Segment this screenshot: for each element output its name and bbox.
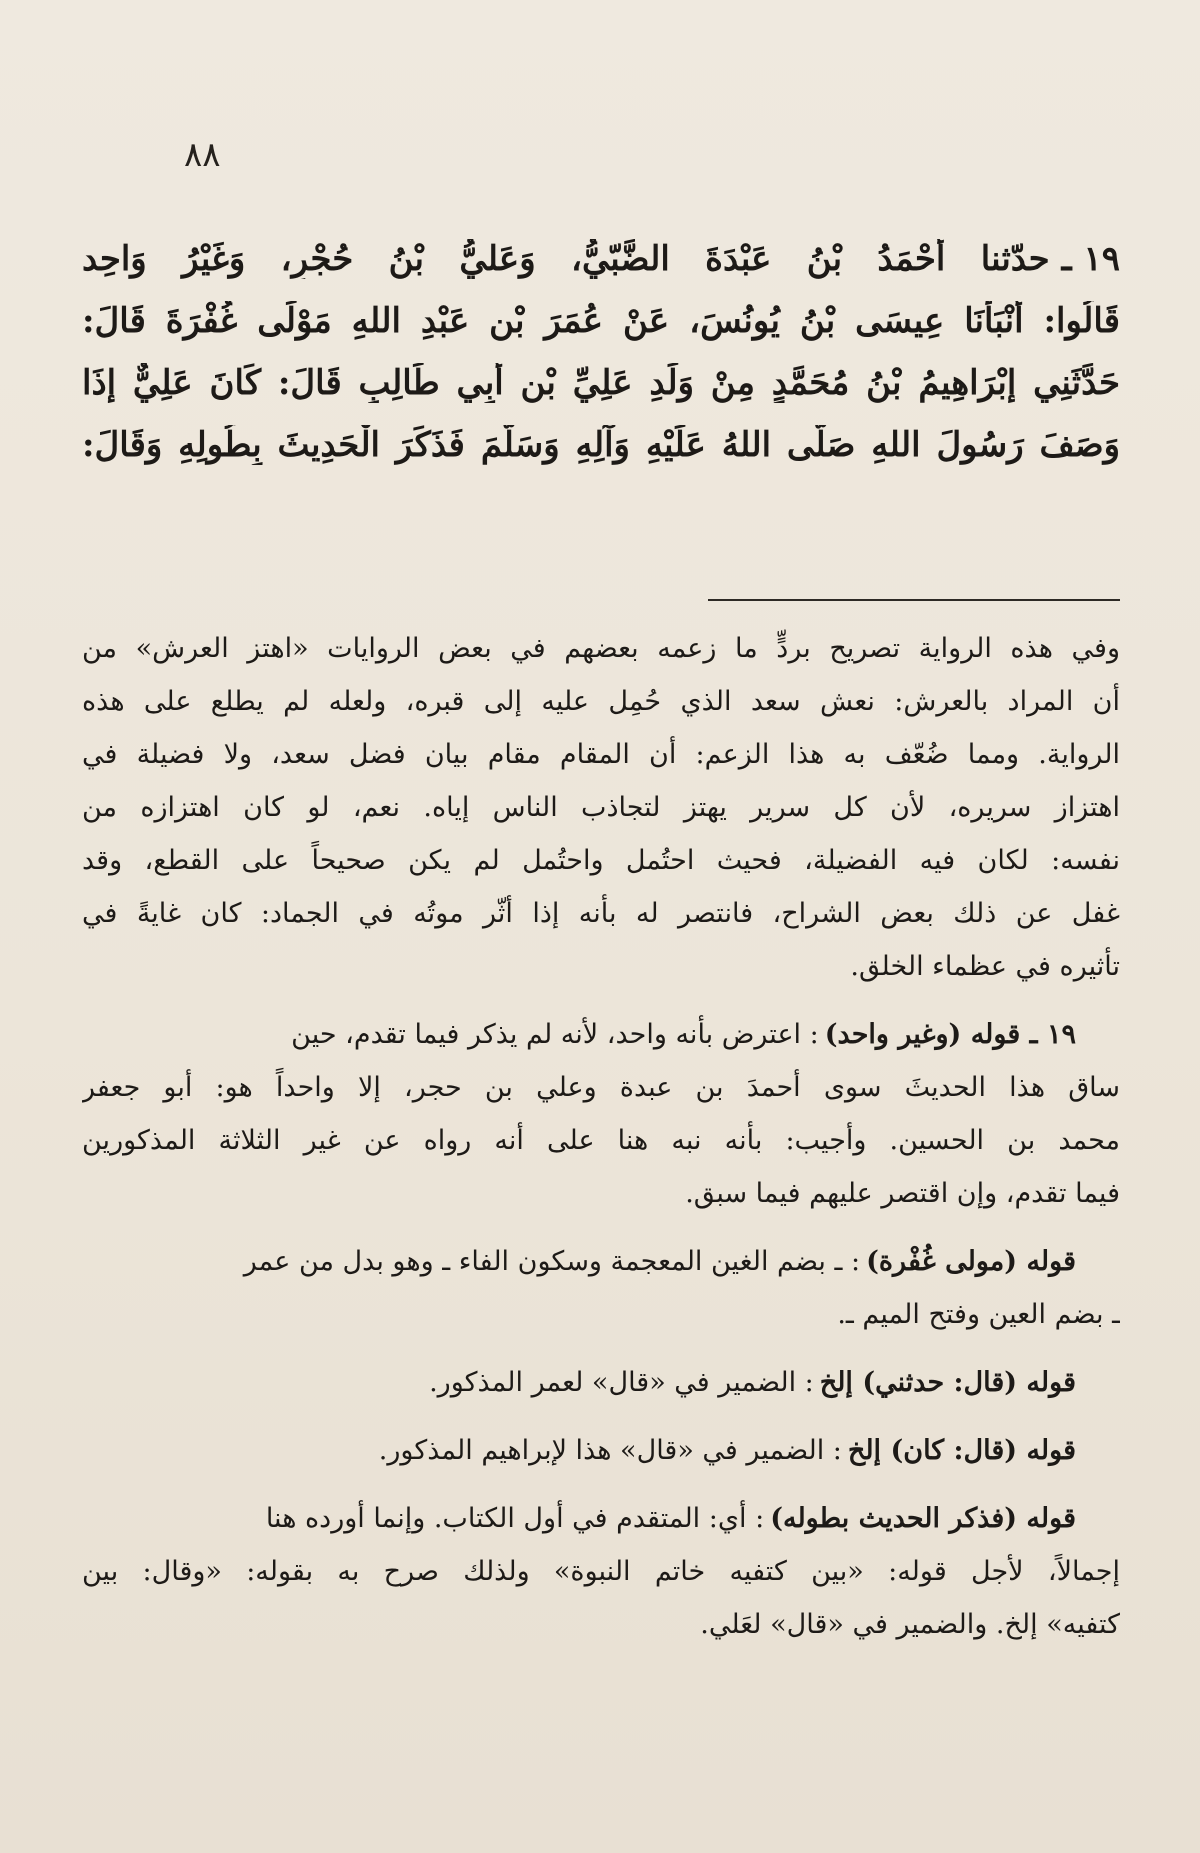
commentary-line: غفل عن ذلك بعض الشراح، فانتصر له بأنه إذا أثّر موتُه في الجماد: كان غايةً في	[82, 898, 1120, 929]
note-haddathani: قوله (قال: حدثني) إلخ: الضمير في «قال» لعمر المذكور.	[429, 1367, 1076, 1398]
hadith-text	[82, 228, 1120, 476]
note-19-line-4: فيما تقدم، وإن اقتصر عليهم فيما سبق.	[685, 1178, 1120, 1209]
commentary-line: تأثيره في عظماء الخلق.	[850, 951, 1120, 982]
commentary-line: أن المراد بالعرش: نعش سعد الذي حُمِل عليه إلى قبره، ولعله لم يطلع على هذه	[82, 686, 1120, 717]
commentary-line: نفسه: لكان فيه الفضيلة، فحيث احتُمل واحتُمل لم يكن صحيحاً على القطع، وقد	[82, 845, 1120, 876]
note-kana: قوله (قال: كان) إلخ: الضمير في «قال» هذا لإبراهيم المذكور.	[378, 1435, 1076, 1466]
commentary-block	[82, 622, 1120, 1651]
note-heading: قوله (مولى غُفْرة)	[866, 1246, 1076, 1277]
commentary-line: وفي هذه الرواية تصريح بردٍّ ما زعمه بعضهم في بعض الروايات «اهتز العرش» من	[82, 633, 1120, 664]
hadith-line-4	[82, 414, 1120, 476]
hadith-line-text: حَدَّثَنِي إِبْرَاهِيمُ بْنُ مُحَمَّدٍ مِنْ وَلَدِ عَلِيِّ بْنِ أَبِي طَالِبٍ قَالَ: كَانَ عَلِيٌّ إِذَا	[82, 363, 1120, 403]
paragraph-spacer	[82, 1220, 1120, 1235]
note-19-line-1: ١٩ ـ قوله (وغير واحد): اعترض بأنه واحد، لأنه لم يذكر فيما تقدم، حين	[291, 1019, 1076, 1050]
note-19-line-2: ساق هذا الحديثَ سوى أحمدَ بن عبدة وعلي بن حجر، إلا واحداً هو: أبو جعفر	[82, 1072, 1120, 1103]
footnote-separator	[708, 599, 1120, 601]
note-dhakara-line-1: قوله (فذكر الحديث بطوله): أي: المتقدم في أول الكتاب. وإنما أورده هنا	[265, 1503, 1076, 1534]
note-19-line-3: محمد بن الحسين. وأجيب: بأنه نبه هنا على أنه رواه عن غير الثلاثة المذكورين	[82, 1125, 1120, 1156]
paragraph-spacer	[82, 1409, 1120, 1424]
hadith-line-3	[82, 352, 1120, 414]
hadith-line-2	[82, 290, 1120, 352]
note-dhakara-line-3: كتفيه» إلخ. والضمير في «قال» لعَلي.	[700, 1609, 1120, 1640]
note-heading: قوله (قال: حدثني) إلخ	[819, 1367, 1076, 1398]
paragraph-spacer	[82, 993, 1120, 1008]
note-ghufra-line-1: قوله (مولى غُفْرة): ـ بضم الغين المعجمة وسكون الفاء ـ وهو بدل من عمر	[243, 1246, 1076, 1277]
hadith-line-text: حدّثنا أَحْمَدُ بْنُ عَبْدَةَ الضَّبّيُّ، وَعَليُّ بْنُ حُجْرٍ، وَغَيْرُ وَاحِد	[82, 239, 1050, 279]
hadith-line-text: قَالُوا: أَنْبَأَنَا عِيسَى بْنُ يُونُسَ، عَنْ عُمَرَ بْنِ عَبْدِ اللهِ مَوْلَى غُفْرَةَ قَالَ:	[82, 301, 1120, 341]
hadith-line-text: وَصَفَ رَسُولَ اللهِ صَلَّى اللهُ عَلَيْهِ وَآلِهِ وَسَلَّمَ فَذَكَرَ الْحَدِيثَ بِطُولِهِ وَقَالَ:	[82, 425, 1120, 465]
hadith-line-1	[82, 228, 1120, 290]
paragraph-spacer	[82, 1341, 1120, 1356]
paragraph-spacer	[82, 1477, 1120, 1492]
note-heading: قوله (فذكر الحديث بطوله)	[770, 1503, 1076, 1534]
note-heading: قوله (قال: كان) إلخ	[847, 1435, 1076, 1466]
hadith-number: ١٩ ـ	[1061, 239, 1120, 279]
note-heading: ١٩ ـ قوله (وغير واحد)	[824, 1019, 1076, 1050]
page-number: ٨٨	[184, 135, 221, 175]
note-dhakara-line-2: إجمالاً، لأجل قوله: «بين كتفيه خاتم النبوة» ولذلك صرح به بقوله: «وقال: بين	[82, 1556, 1120, 1587]
commentary-line: الرواية. ومما ضُعّف به هذا الزعم: أن المقام مقام بيان فضل سعد، ولا فضيلة في	[82, 739, 1120, 770]
commentary-line: اهتزاز سريره، لأن كل سرير يهتز لتجاذب الناس إياه. نعم، لو كان اهتزازه من	[82, 792, 1120, 823]
note-ghufra-line-2: ـ بضم العين وفتح الميم ـ.	[837, 1299, 1120, 1330]
